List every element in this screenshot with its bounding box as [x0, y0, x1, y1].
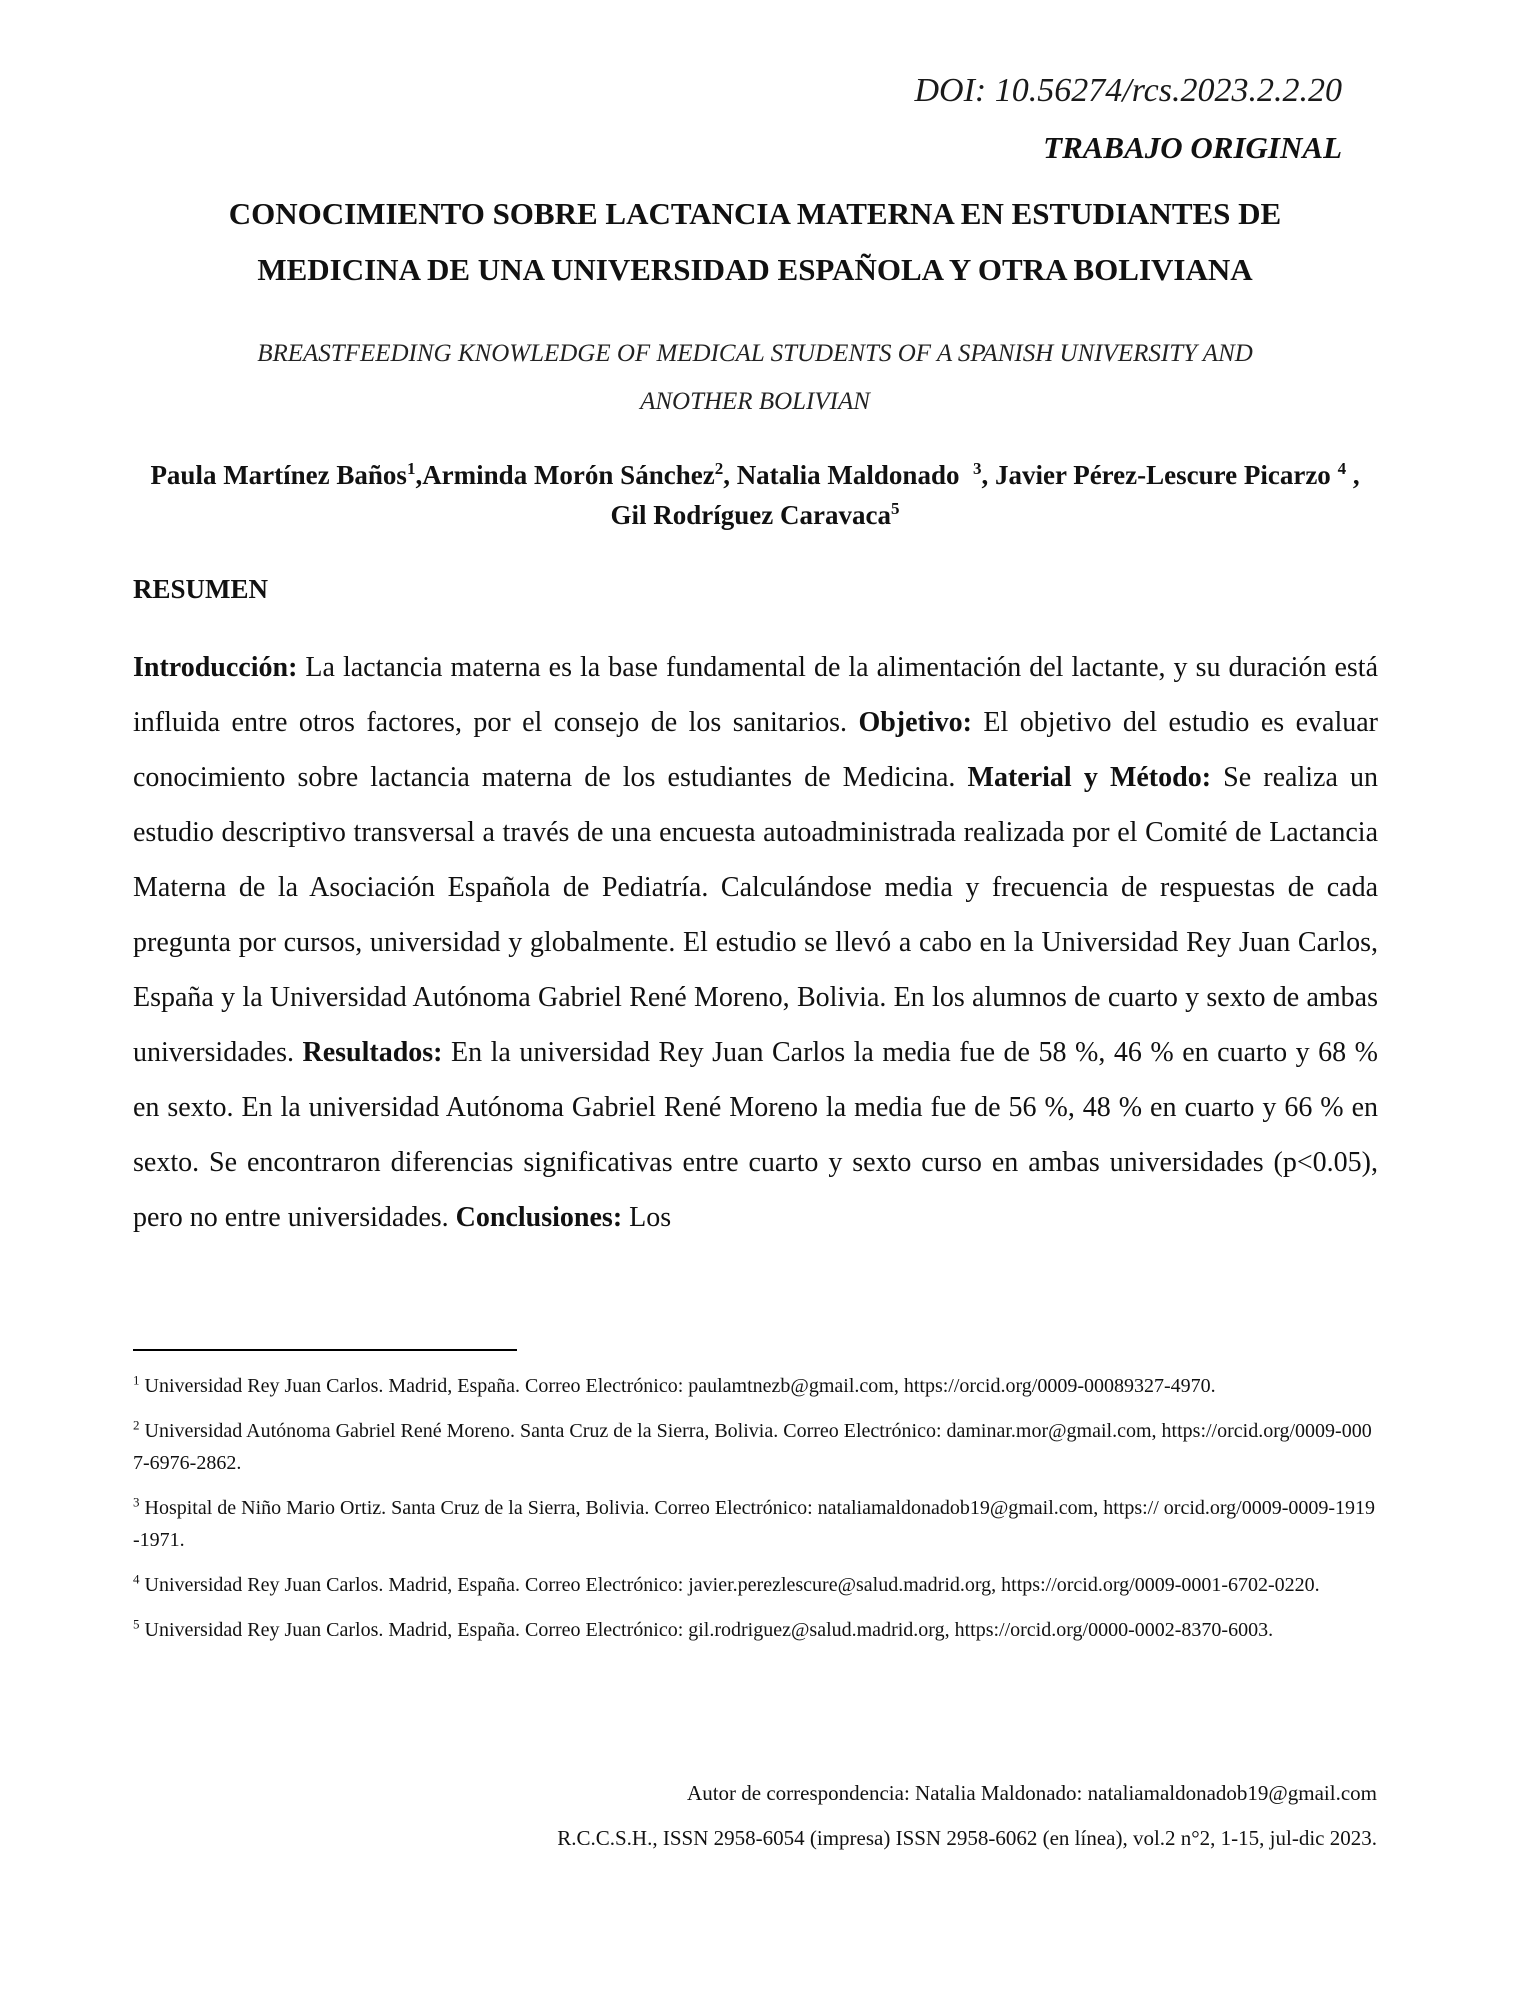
abstract-section-text: El objetivo del estudio es evaluar conocimiento sobre lactancia materna de los estudiantes de Medicina.: [133, 707, 1378, 793]
paper-title: [132, 186, 1378, 298]
abstract-section-label: Introducción:: [133, 652, 298, 683]
abstract-section-label: Objetivo:: [858, 707, 972, 738]
footnote-divider: [133, 1349, 517, 1351]
footnote-number: 1: [133, 1372, 140, 1388]
affiliation-marker: 5: [890, 499, 900, 518]
footnote-text: Universidad Rey Juan Carlos. Madrid, España. Correo Electrónico: javier.perezlescure@salud.madrid.org, https://orcid.org/0009-0001-6702-0220.: [139, 1574, 1320, 1596]
abstract-body: [133, 640, 1378, 1245]
footnote-number: 3: [133, 1494, 140, 1510]
abstract-heading: RESUMEN: [133, 574, 269, 604]
author-name: Arminda Morón Sánchez: [422, 460, 715, 490]
doi-label: DOI: 10.56274/rcs.2023.2.2.20: [914, 72, 1342, 109]
correspondence-note: Autor de correspondencia: Natalia Maldonado: nataliamaldonadob19@gmail.com: [687, 1781, 1377, 1805]
author-name: Paula Martínez Baños: [150, 460, 407, 490]
author-separator: ,: [981, 460, 995, 490]
footnote: [133, 1415, 1378, 1479]
footnote-number: 2: [133, 1417, 140, 1433]
paper-title-line: MEDICINA DE UNA UNIVERSIDAD ESPAÑOLA Y OTRA BOLIVIANA: [257, 252, 1253, 287]
author-name: Gil Rodríguez Caravaca: [610, 500, 891, 530]
abstract-section-label: Material y Método:: [967, 762, 1212, 793]
abstract-section-text: Los: [622, 1202, 672, 1233]
author-list: [132, 455, 1378, 535]
abstract-section-text: Se realiza un estudio descriptivo transversal a través de una encuesta autoadministrada realizada por el Comité de Lactancia Materna de la Asociación Española de Pediatría. Calculándose media y frecuencia de respuestas de cada pregunta por cursos, universidad y globalmente. El estudio se llevó a cabo en la Universidad Rey Juan Carlos, España y la Universidad Autónoma Gabriel René Moreno, Bolivia. En los alumnos de cuarto y sexto de ambas universidades.: [133, 762, 1379, 1068]
english-title-line: BREASTFEEDING KNOWLEDGE OF MEDICAL STUDENTS OF A SPANISH UNIVERSITY AND: [257, 340, 1253, 367]
author-separator: ,: [723, 460, 737, 490]
english-title-line: ANOTHER BOLIVIAN: [640, 388, 870, 415]
footnote: [133, 1569, 1378, 1601]
affiliation-marker: 1: [406, 459, 416, 478]
abstract-section-label: Conclusiones:: [455, 1202, 623, 1233]
footnote-text: Universidad Autónoma Gabriel René Moreno. Santa Cruz de la Sierra, Bolivia. Correo Electrónico: daminar.mor@gmail.com, https://orcid.org/0009-0007-6976-2862.: [133, 1420, 1372, 1474]
author-name: Natalia Maldonado: [736, 460, 973, 490]
paper-title-line: CONOCIMIENTO SOBRE LACTANCIA MATERNA EN ESTUDIANTES DE: [228, 196, 1282, 231]
affiliation-marker: 4: [1337, 459, 1347, 478]
article-type-label: TRABAJO ORIGINAL: [1043, 130, 1342, 165]
footnote-text: Universidad Rey Juan Carlos. Madrid, España. Correo Electrónico: paulamtnezb@gmail.com, https://orcid.org/0009-00089327-4970.: [139, 1375, 1216, 1397]
author-separator: ,: [1346, 460, 1360, 490]
footnote-text: Hospital de Niño Mario Ortiz. Santa Cruz de la Sierra, Bolivia. Correo Electrónico: nataliamaldonadob19@gmail.com, https:// orcid.org/0009-0009-1919-1971.: [133, 1497, 1376, 1551]
footnote-number: 5: [133, 1616, 140, 1632]
author-name: Javier Pérez-Lescure Picarzo: [994, 460, 1338, 490]
english-title: [132, 330, 1378, 426]
abstract-section-text: En la universidad Rey Juan Carlos la media fue de 58 %, 46 % en cuarto y 68 % en sexto. En la universidad Autónoma Gabriel René Moreno la media fue de 56 %, 48 % en cuarto y 66 % en sexto. Se encontraron diferencias significativas entre cuarto y sexto curso en ambas universidades (p<0.05), pero no entre universidades.: [133, 1037, 1378, 1233]
affiliation-marker: 3: [972, 459, 982, 478]
footnotes: [133, 1370, 1378, 1659]
journal-citation: R.C.C.S.H., ISSN 2958-6054 (impresa) ISSN 2958-6062 (en línea), vol.2 n°2, 1-15, jul-dic 2023.: [557, 1826, 1377, 1850]
affiliation-marker: 2: [714, 459, 724, 478]
footnote: [133, 1614, 1378, 1646]
abstract-section-text: La lactancia materna es la base fundamental de la alimentación del lactante, y su duración está influida entre otros factores, por el consejo de los sanitarios.: [133, 652, 1378, 738]
author-separator: ,: [415, 460, 423, 490]
footnote: [133, 1492, 1378, 1556]
footnote: [133, 1370, 1378, 1402]
abstract-section-label: Resultados:: [302, 1037, 443, 1068]
footnote-text: Universidad Rey Juan Carlos. Madrid, España. Correo Electrónico: gil.rodriguez@salud.madrid.org, https://orcid.org/0000-0002-8370-6003.: [139, 1619, 1274, 1641]
footnote-number: 4: [133, 1571, 140, 1587]
